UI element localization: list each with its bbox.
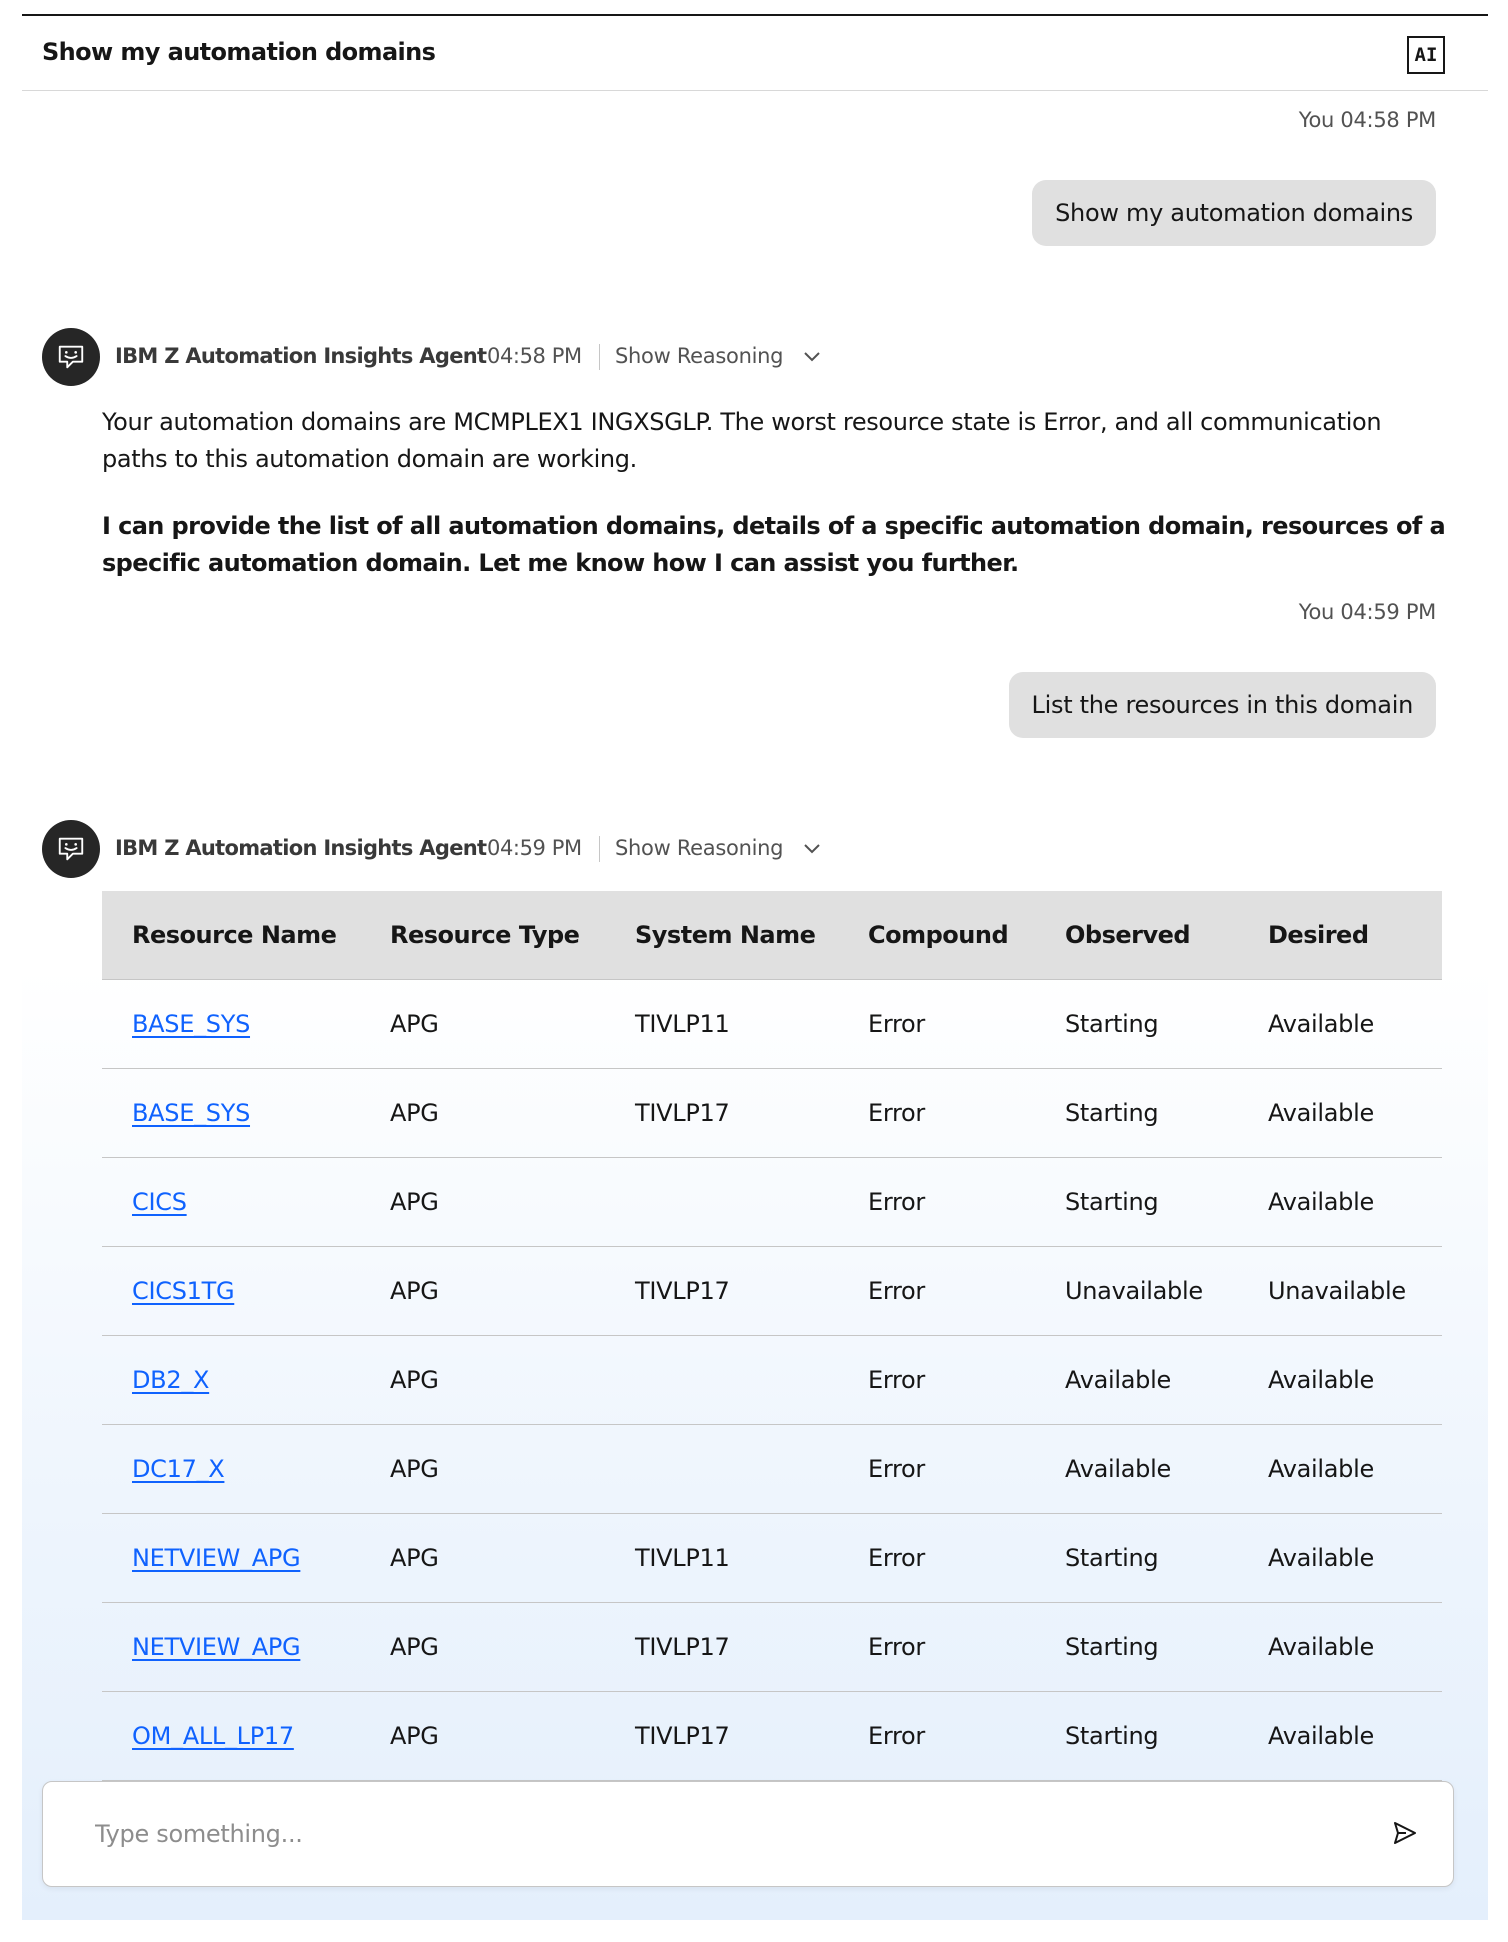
message-time: 04:58 PM xyxy=(1340,108,1436,132)
message-time: 04:58 PM xyxy=(487,344,582,368)
cell-desired: Available xyxy=(1268,1366,1374,1394)
cell-compound: Error xyxy=(868,1099,926,1127)
cell-desired: Available xyxy=(1268,1722,1374,1750)
resource-link[interactable]: CICS1TG xyxy=(132,1277,235,1305)
cell-resource-name xyxy=(102,1633,360,1661)
cell-resource-type: APG xyxy=(390,1455,439,1483)
cell-system-name: TIVLP17 xyxy=(635,1277,730,1305)
agent-name: IBM Z Automation Insights Agent xyxy=(115,836,487,860)
table-body xyxy=(102,980,1442,1781)
cell-observed: Unavailable xyxy=(1065,1277,1203,1305)
table-row xyxy=(102,980,1442,1069)
cell-resource-type: APG xyxy=(390,1099,439,1127)
table-row xyxy=(102,1514,1442,1603)
resource-link[interactable]: BASE_SYS xyxy=(132,1010,251,1038)
cell-observed: Starting xyxy=(1065,1633,1159,1661)
table-row xyxy=(102,1158,1442,1247)
table-header xyxy=(102,891,1442,980)
cell-compound: Error xyxy=(868,1366,926,1394)
show-reasoning-toggle[interactable] xyxy=(615,836,821,860)
agent-message-text-bold: I can provide the list of all automation domains, details of a specific automation domain, resources of a specific automation domain. Let me know how I can assist you further. xyxy=(102,512,1446,577)
chat-window xyxy=(22,14,1488,1920)
cell-observed: Starting xyxy=(1065,1099,1159,1127)
column-header-system-name[interactable]: System Name xyxy=(635,921,816,949)
chat-title: Show my automation domains xyxy=(42,38,436,66)
cell-resource-name xyxy=(102,1544,360,1572)
divider xyxy=(599,344,600,370)
user-message-bubble: Show my automation domains xyxy=(1032,180,1436,246)
cell-resource-name xyxy=(102,1010,360,1038)
cell-observed: Starting xyxy=(1065,1544,1159,1572)
sender-name: You xyxy=(1298,108,1335,132)
cell-system-name: TIVLP17 xyxy=(635,1099,730,1127)
cell-desired: Available xyxy=(1268,1544,1374,1572)
cell-system-name: TIVLP17 xyxy=(635,1722,730,1750)
cell-resource-name xyxy=(102,1366,360,1394)
agent-message-header xyxy=(42,820,1042,880)
table-row xyxy=(102,1603,1442,1692)
chevron-down-icon xyxy=(803,344,821,368)
cell-resource-type: APG xyxy=(390,1188,439,1216)
cell-desired: Available xyxy=(1268,1633,1374,1661)
show-reasoning-label: Show Reasoning xyxy=(615,836,784,860)
cell-resource-type: APG xyxy=(390,1722,439,1750)
resource-link[interactable]: BASE_SYS xyxy=(132,1099,251,1127)
cell-desired: Available xyxy=(1268,1188,1374,1216)
cell-desired: Available xyxy=(1268,1455,1374,1483)
send-button[interactable] xyxy=(1388,1818,1422,1852)
cell-resource-name xyxy=(102,1099,360,1127)
user-message-meta xyxy=(1299,108,1436,132)
send-icon xyxy=(1392,1820,1418,1850)
cell-compound: Error xyxy=(868,1455,926,1483)
cell-compound: Error xyxy=(868,1188,926,1216)
cell-compound: Error xyxy=(868,1010,926,1038)
resource-link[interactable]: DC17_X xyxy=(132,1455,225,1483)
cell-system-name: TIVLP11 xyxy=(635,1544,730,1572)
ai-badge: AI xyxy=(1407,36,1445,74)
cell-resource-name xyxy=(102,1455,360,1483)
resource-link[interactable]: NETVIEW_APG xyxy=(132,1633,301,1661)
cell-resource-type: APG xyxy=(390,1633,439,1661)
cell-system-name: TIVLP17 xyxy=(635,1633,730,1661)
column-header-observed[interactable]: Observed xyxy=(1065,921,1191,949)
cell-observed: Available xyxy=(1065,1455,1171,1483)
sender-name: You xyxy=(1298,600,1335,624)
cell-resource-type: APG xyxy=(390,1366,439,1394)
cell-system-name: TIVLP11 xyxy=(635,1010,730,1038)
message-time: 04:59 PM xyxy=(487,836,582,860)
cell-observed: Starting xyxy=(1065,1188,1159,1216)
resources-table xyxy=(102,891,1442,1781)
show-reasoning-label: Show Reasoning xyxy=(615,344,784,368)
show-reasoning-toggle[interactable] xyxy=(615,344,821,368)
user-message-meta xyxy=(1299,600,1436,624)
cell-resource-type: APG xyxy=(390,1544,439,1572)
cell-resource-type: APG xyxy=(390,1277,439,1305)
cell-observed: Available xyxy=(1065,1366,1171,1394)
chevron-down-icon xyxy=(803,836,821,860)
table-row xyxy=(102,1069,1442,1158)
cell-observed: Starting xyxy=(1065,1722,1159,1750)
table-row xyxy=(102,1247,1442,1336)
table-row xyxy=(102,1692,1442,1781)
chat-bot-icon xyxy=(42,328,100,386)
column-header-resource-name[interactable]: Resource Name xyxy=(132,921,337,949)
agent-message-header xyxy=(42,328,1042,388)
column-header-resource-type[interactable]: Resource Type xyxy=(390,921,580,949)
chat-bot-icon xyxy=(42,820,100,878)
resource-link[interactable]: DB2_X xyxy=(132,1366,210,1394)
resource-link[interactable]: CICS xyxy=(132,1188,187,1216)
cell-resource-name xyxy=(102,1277,360,1305)
cell-compound: Error xyxy=(868,1277,926,1305)
column-header-desired[interactable]: Desired xyxy=(1268,921,1369,949)
agent-name: IBM Z Automation Insights Agent xyxy=(115,344,487,368)
resource-link[interactable]: OM_ALL_LP17 xyxy=(132,1722,294,1750)
cell-compound: Error xyxy=(868,1722,926,1750)
cell-resource-name xyxy=(102,1722,360,1750)
chat-header xyxy=(22,16,1488,91)
agent-message-text: Your automation domains are MCMPLEX1 INGXSGLP. The worst resource state is Error, and all communication paths to this automation domain are working. xyxy=(102,408,1382,473)
message-composer xyxy=(42,1781,1454,1887)
cell-desired: Unavailable xyxy=(1268,1277,1406,1305)
table-row xyxy=(102,1425,1442,1514)
message-time: 04:59 PM xyxy=(1340,600,1436,624)
resource-link[interactable]: NETVIEW_APG xyxy=(132,1544,301,1572)
cell-resource-type: APG xyxy=(390,1010,439,1038)
cell-compound: Error xyxy=(868,1544,926,1572)
cell-observed: Starting xyxy=(1065,1010,1159,1038)
cell-compound: Error xyxy=(868,1633,926,1661)
message-input[interactable] xyxy=(95,1812,1315,1856)
cell-resource-name xyxy=(102,1188,360,1216)
cell-desired: Available xyxy=(1268,1010,1374,1038)
column-header-compound[interactable]: Compound xyxy=(868,921,1009,949)
cell-desired: Available xyxy=(1268,1099,1374,1127)
table-row xyxy=(102,1336,1442,1425)
divider xyxy=(599,836,600,862)
user-message-bubble: List the resources in this domain xyxy=(1009,672,1436,738)
